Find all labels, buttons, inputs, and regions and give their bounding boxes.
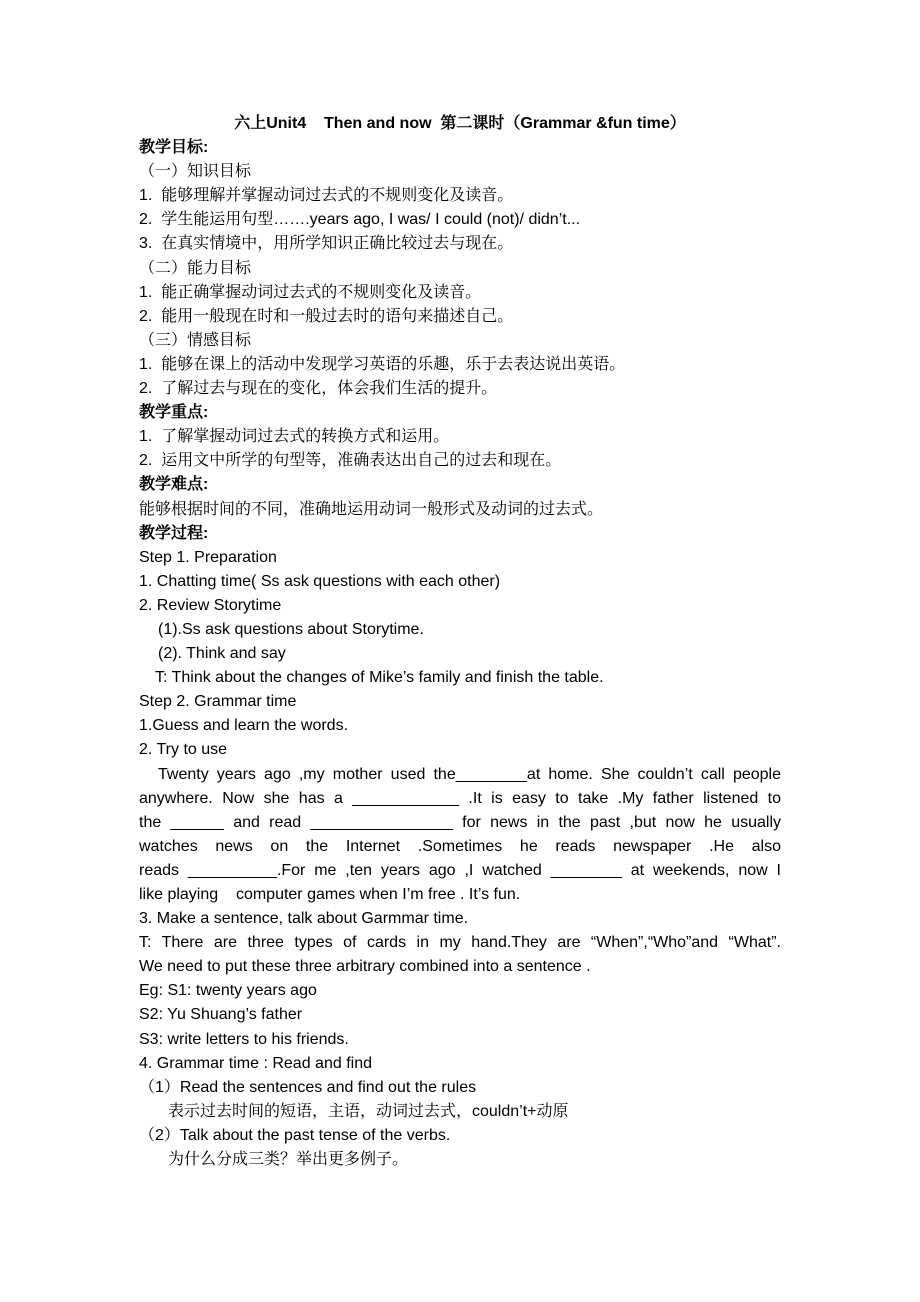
text-line: 2. 能用一般现在时和一般过去时的语句来描述自己。: [139, 307, 514, 325]
text-line: reads __________.For me ,ten years ago ,I watched ________ at weekends, now I: [139, 861, 781, 879]
text-line: 1. 了解掌握动词过去式的转换方式和运用。: [139, 428, 450, 446]
text-line: 4. Grammar time : Read and find: [139, 1054, 372, 1072]
text-line: Step 2. Grammar time: [139, 693, 297, 711]
section-heading: 教学难点:: [139, 476, 209, 494]
text-line: anywhere. Now she has a ____________ .It is easy to take .My father listened to: [139, 789, 781, 807]
text-line: (2). Think and say: [158, 645, 286, 663]
text-line: （二）能力目标: [139, 259, 252, 277]
text-line: S3: write letters to his friends.: [139, 1030, 349, 1048]
text-line: 能够根据时间的不同，准确地运用动词一般形式及动词的过去式。: [139, 500, 604, 518]
text-line: the ______ and read ________________ for news in the past ,but now he usually: [139, 813, 781, 831]
text-line: We need to put these three arbitrary combined into a sentence .: [139, 958, 591, 976]
text-line: Step 1. Preparation: [139, 548, 277, 566]
text-line: 1.Guess and learn the words.: [139, 717, 349, 735]
text-line: 2. Review Storytime: [139, 596, 282, 614]
text-line: T: There are three types of cards in my hand.They are “When”,“Who”and “What”.: [139, 934, 781, 952]
document-body: [139, 112, 781, 1172]
text-line: watches news on the Internet .Sometimes he reads newspaper .He also: [139, 837, 781, 855]
text-line: Twenty years ago ,my mother used the________at home. She couldn’t call people: [158, 765, 781, 783]
text-line: （三）情感目标: [139, 331, 252, 349]
text-line: (1).Ss ask questions about Storytime.: [158, 620, 424, 638]
section-heading: 教学过程:: [139, 524, 209, 542]
text-line: like playing computer games when I’m free . It’s fun.: [139, 886, 521, 903]
text-line: 3. 在真实情境中，用所学知识正确比较过去与现在。: [139, 235, 514, 253]
text-line: （1）Read the sentences and find out the rules: [139, 1078, 477, 1096]
text-line: 2. 了解过去与现在的变化，体会我们生活的提升。: [139, 380, 498, 398]
document-title: 六上Unit4 Then and now 第二课时（Grammar &fun time）: [234, 115, 686, 132]
text-line: 2. 运用文中所学的句型等，准确表达出自己的过去和现在。: [139, 452, 562, 470]
text-line: 表示过去时间的短语，主语，动词过去式，couldn’t+动原: [168, 1102, 569, 1120]
text-line: T: Think about the changes of Mike’s family and finish the table.: [155, 669, 604, 687]
text-line: 1. 能正确掌握动词过去式的不规则变化及读音。: [139, 283, 482, 301]
section-heading: 教学重点:: [139, 404, 209, 422]
text-line: 1. 能够在课上的活动中发现学习英语的乐趣，乐于去表达说出英语。: [139, 355, 626, 373]
text-line: （2）Talk about the past tense of the verbs.: [139, 1126, 451, 1144]
text-line: S2: Yu Shuang’s father: [139, 1006, 303, 1024]
document-lines: [139, 136, 781, 1172]
text-line: 1. 能够理解并掌握动词过去式的不规则变化及读音。: [139, 187, 514, 205]
section-heading: 教学目标:: [139, 139, 209, 157]
text-line: （一）知识目标: [139, 163, 252, 181]
text-line: 为什么分成三类？举出更多例子。: [168, 1151, 409, 1169]
text-line: 2. 学生能运用句型…….years ago, I was/ I could (not)/ didn’t...: [139, 211, 581, 229]
text-line: 3. Make a sentence, talk about Garmmar time.: [139, 910, 469, 928]
text-line: 2. Try to use: [139, 741, 228, 759]
text-line: 1. Chatting time( Ss ask questions with each other): [139, 572, 501, 590]
text-line: Eg: S1: twenty years ago: [139, 982, 317, 1000]
